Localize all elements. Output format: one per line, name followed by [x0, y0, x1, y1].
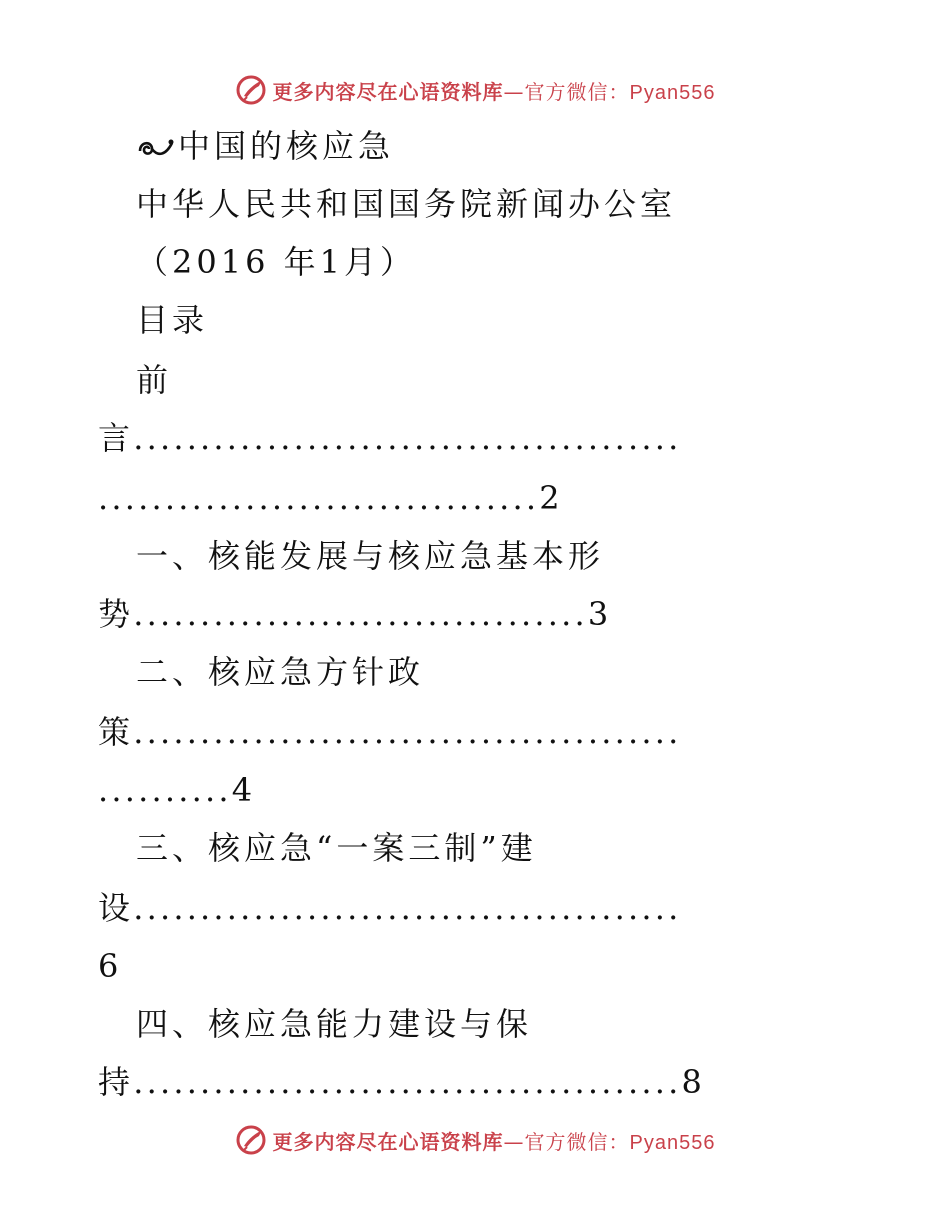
watermark-main: 更多内容尽在心语资料库 — [272, 1129, 504, 1154]
watermark-side: 官方微信： — [524, 1129, 630, 1154]
toc-preface-line1: 前 — [136, 361, 173, 399]
toc-s3-line3: 6 — [98, 947, 123, 985]
watermark-id: Pyan556 — [629, 81, 716, 104]
toc-s2-line1: 二、核应急方针政 — [136, 653, 425, 691]
watermark-banner-bottom — [0, 1120, 950, 1160]
toc-s1-line1: 一、核能发展与核应急基本形 — [136, 537, 605, 575]
toc-s4-line2: 持.........................................8 — [98, 1063, 706, 1101]
watermark-dash: — — [503, 79, 525, 104]
toc-heading: 目录 — [136, 301, 209, 339]
toc-s2-line2: 策......................................... — [98, 713, 682, 751]
watermark-main: 更多内容尽在心语资料库 — [272, 79, 504, 104]
watermark-id: Pyan556 — [629, 1131, 716, 1154]
toc-s2-line3: ..........4 — [98, 771, 256, 809]
watermark-banner-top — [0, 70, 950, 110]
toc-s1-line2: 势..................................3 — [98, 595, 612, 633]
watermark-text — [273, 76, 716, 105]
toc-s4-line1: 四、核应急能力建设与保 — [136, 1005, 533, 1043]
ornament-swirl-icon — [136, 133, 176, 161]
doc-issuer: 中华人民共和国国务院新闻办公室 — [136, 185, 677, 223]
doc-title: 中国的核应急 — [178, 127, 395, 165]
doc-date: （2016 年1月） — [136, 243, 416, 281]
toc-preface-line3: .................................2 — [98, 479, 563, 517]
toc-s3-line1: 三、核应急“一案三制”建 — [136, 829, 537, 867]
watermark-dash: — — [503, 1129, 525, 1154]
quill-seal-icon — [235, 74, 267, 106]
quill-seal-icon — [235, 1124, 267, 1156]
watermark-text — [273, 1126, 716, 1155]
watermark-side: 官方微信： — [524, 79, 630, 104]
toc-s3-line2: 设......................................... — [98, 889, 682, 927]
toc-preface-line2: 言......................................... — [98, 419, 682, 457]
doc-title-line — [136, 126, 394, 166]
